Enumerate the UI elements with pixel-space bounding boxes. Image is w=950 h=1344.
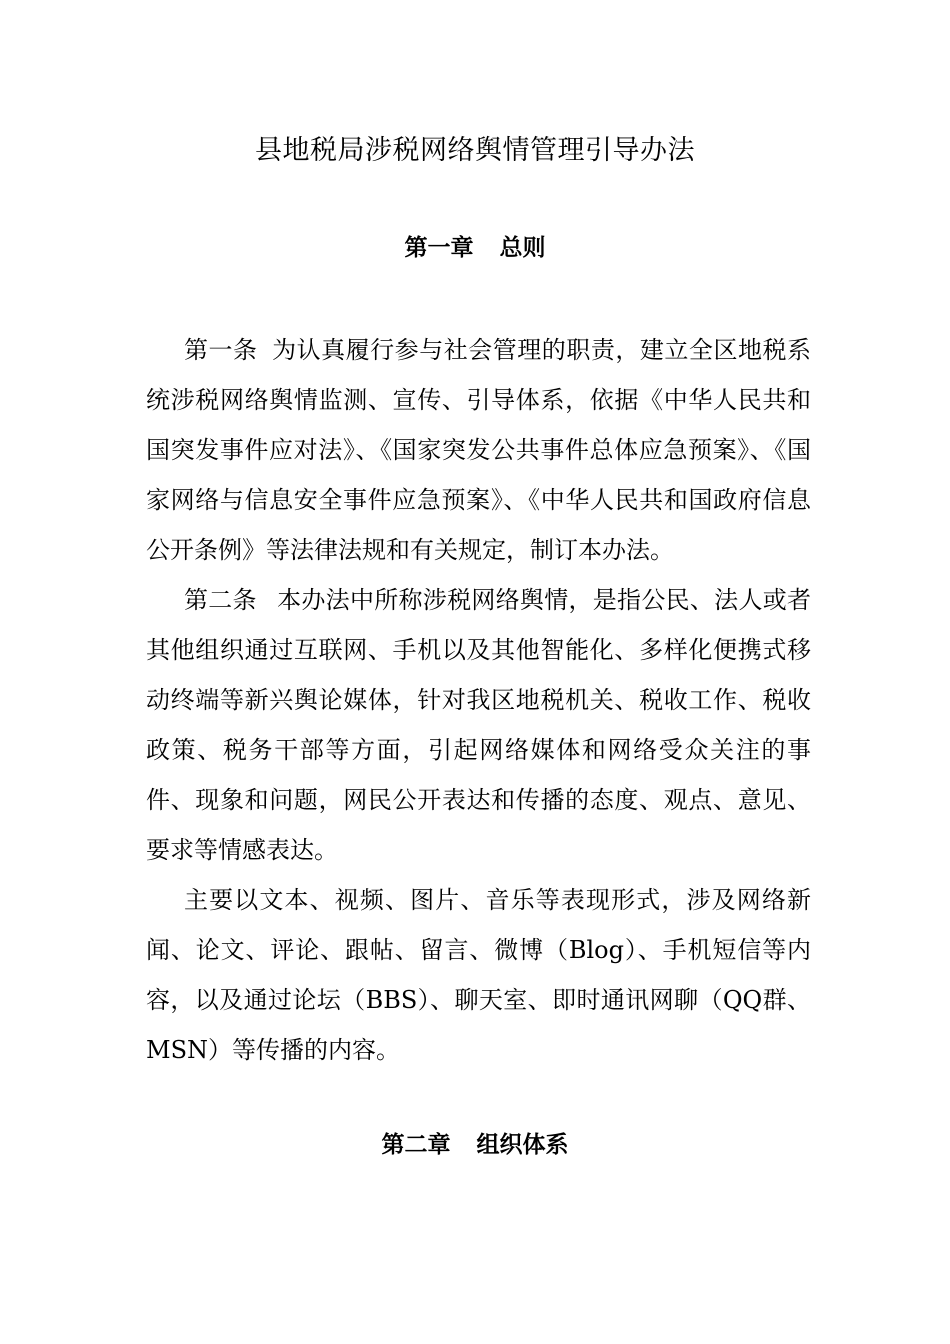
article-2 bbox=[146, 575, 811, 875]
chapter-2-number: 第二章 bbox=[381, 1132, 451, 1158]
article-2-label: 第二条 bbox=[184, 586, 257, 614]
chapter-1-number: 第一章 bbox=[404, 235, 474, 261]
chapter-1-body bbox=[146, 325, 811, 1075]
article-1 bbox=[146, 325, 811, 575]
chapter-2-heading bbox=[0, 1128, 950, 1162]
chapter-2-name: 组织体系 bbox=[476, 1132, 569, 1158]
article-2-text: 本办法中所称涉税网络舆情，是指公民、法人或者其他组织通过互联网、手机以及其他智能化、多样化便携式移动终端等新兴舆论媒体，针对我区地税机关、税收工作、税收政策、税务干部等方面，引起网络媒体和网络受众关注的事件、现象和问题，网民公开表达和传播的态度、观点、意见、要求等情感表达。 bbox=[146, 586, 812, 864]
chapter-1-name: 总则 bbox=[499, 235, 546, 261]
document-title: 县地税局涉税网络舆情管理引导办法 bbox=[255, 135, 695, 166]
article-1-text: 为认真履行参与社会管理的职责，建立全区地税系统涉税网络舆情监测、宣传、引导体系，依据《中华人民共和国突发事件应对法》、《国家突发公共事件总体应急预案》、《国家网络与信息安全事件应急预案》、《中华人民共和国政府信息公开条例》等法律法规和有关规定，制订本办法。 bbox=[146, 336, 812, 564]
chapter-1-heading bbox=[0, 231, 950, 265]
paragraph-3-text: 主要以文本、视频、图片、音乐等表现形式，涉及网络新闻、论文、评论、跟帖、留言、微博（Blog）、手机短信等内容，以及通过论坛（BBS）、聊天室、即时通讯网聊（QQ群、MSN）等传播的内容。 bbox=[146, 886, 811, 1064]
article-1-label: 第一条 bbox=[184, 336, 258, 364]
paragraph-3 bbox=[146, 875, 811, 1075]
